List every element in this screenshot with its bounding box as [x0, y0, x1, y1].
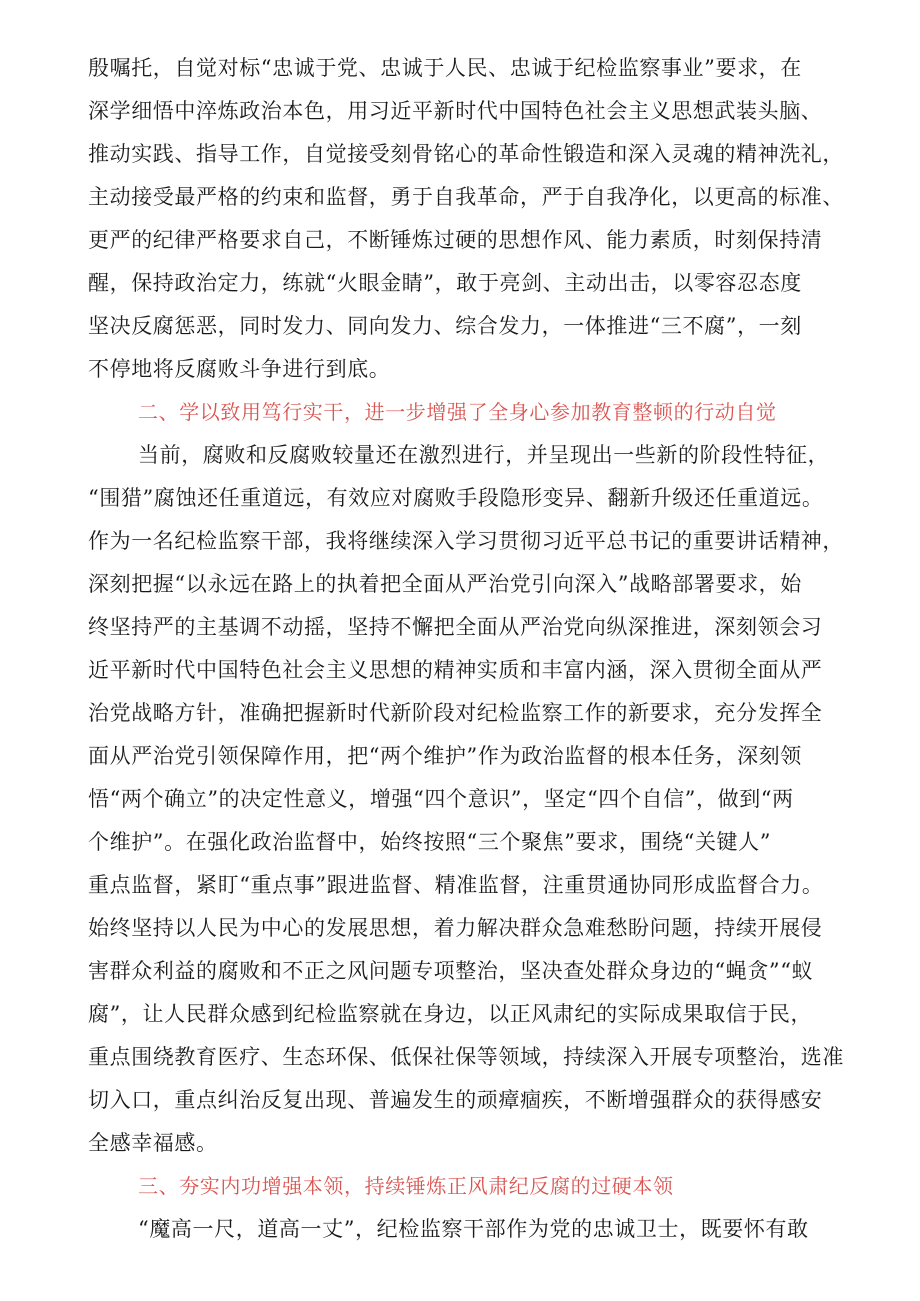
paragraph-1-line-2: 深学细悟中淬炼政治本色，用习近平新时代中国特色社会主义思想武装头脑、: [88, 99, 823, 123]
paragraph-2-line-7: 治党战略方针，准确把握新时代新阶段对纪检监察工作的新要求，充分发挥全: [88, 701, 823, 725]
paragraph-2-line-15: 重点围绕教育医疗、生态环保、低保社保等领域，持续深入开展专项整治，选准: [88, 1045, 844, 1069]
section-heading-3: 三、夯实内功增强本领，持续锤炼正风肃纪反腐的过硬本领: [138, 1174, 674, 1198]
section-heading-2: 二、学以致用笃行实干，进一步增强了全身心参加教育整顿的行动自觉: [138, 400, 777, 424]
paragraph-1-line-5: 更严的纪律严格要求自己，不断锤炼过硬的思想作风、能力素质，时刻保持清: [88, 228, 823, 252]
paragraph-2-line-8: 面从严治党引领保障作用，把“两个维护”作为政治监督的根本任务，深刻领: [88, 744, 802, 768]
paragraph-2-line-5: 终坚持严的主基调不动摇，坚持不懈把全面从严治党向纵深推进，深刻领会习: [88, 615, 823, 639]
paragraph-2-line-11: 重点监督，紧盯“重点事”跟进监督、精准监督，注重贯通协同形成监督合力。: [88, 873, 824, 897]
paragraph-2-line-4: 深刻把握“以永远在路上的执着把全面从严治党引向深入”战略部署要求，始: [88, 572, 802, 596]
paragraph-2-line-3: 作为一名纪检监察干部，我将继续深入学习贯彻习近平总书记的重要讲话精神，: [88, 529, 844, 553]
paragraph-2-line-2: “围猎”腐蚀还任重道远，有效应对腐败手段隐形变异、翻新升级还任重道远。: [88, 486, 824, 510]
paragraph-3-line-1: “魔高一尺，道高一丈”，纪检监察干部作为党的忠诚卫士，既要怀有敢: [138, 1217, 809, 1241]
paragraph-2-line-17: 全感幸福感。: [88, 1131, 218, 1155]
paragraph-2-line-6: 近平新时代中国特色社会主义思想的精神实质和丰富内涵，深入贯彻全面从严: [88, 658, 823, 682]
paragraph-1-line-6: 醒，保持政治定力，练就“火眼金睛”，敢于亮剑、主动出击，以零容忍态度: [88, 271, 802, 295]
paragraph-1-line-7: 坚决反腐惩恶，同时发力、同向发力、综合发力，一体推进“三不腐”，一刻: [88, 314, 802, 338]
paragraph-2-line-9: 悟“两个确立”的决定性意义，增强“四个意识”，坚定“四个自信”，做到“两: [88, 787, 794, 811]
paragraph-1-line-1: 殷嘱托，自觉对标“忠诚于党、忠诚于人民、忠诚于纪检监察事业”要求，在: [88, 56, 802, 80]
paragraph-2-line-1: 当前，腐败和反腐败较量还在激烈进行，并呈现出一些新的阶段性特征，: [138, 443, 830, 467]
paragraph-1-line-4: 主动接受最严格的约束和监督，勇于自我革命，严于自我净化，以更高的标准、: [88, 185, 844, 209]
paragraph-1-line-3: 推动实践、指导工作，自觉接受刻骨铭心的革命性锻造和深入灵魂的精神洗礼，: [88, 142, 844, 166]
paragraph-2-line-13: 害群众利益的腐败和不正之风问题专项整治，坚决查处群众身边的“蝇贪”“蚁: [88, 959, 814, 983]
paragraph-2-line-16: 切入口，重点纠治反复出现、普遍发生的顽瘴痼疾，不断增强群众的获得感安: [88, 1088, 823, 1112]
paragraph-2-line-10: 个维护”。在强化政治监督中，始终按照“三个聚焦”要求，围绕“关键人”: [88, 830, 772, 854]
paragraph-2-line-12: 始终坚持以人民为中心的发展思想，着力解决群众急难愁盼问题，持续开展侵: [88, 916, 823, 940]
paragraph-1-line-8: 不停地将反腐败斗争进行到底。: [88, 357, 391, 381]
paragraph-2-line-14: 腐”，让人民群众感到纪检监察就在身边，以正风肃纪的实际成果取信于民，: [88, 1002, 813, 1026]
